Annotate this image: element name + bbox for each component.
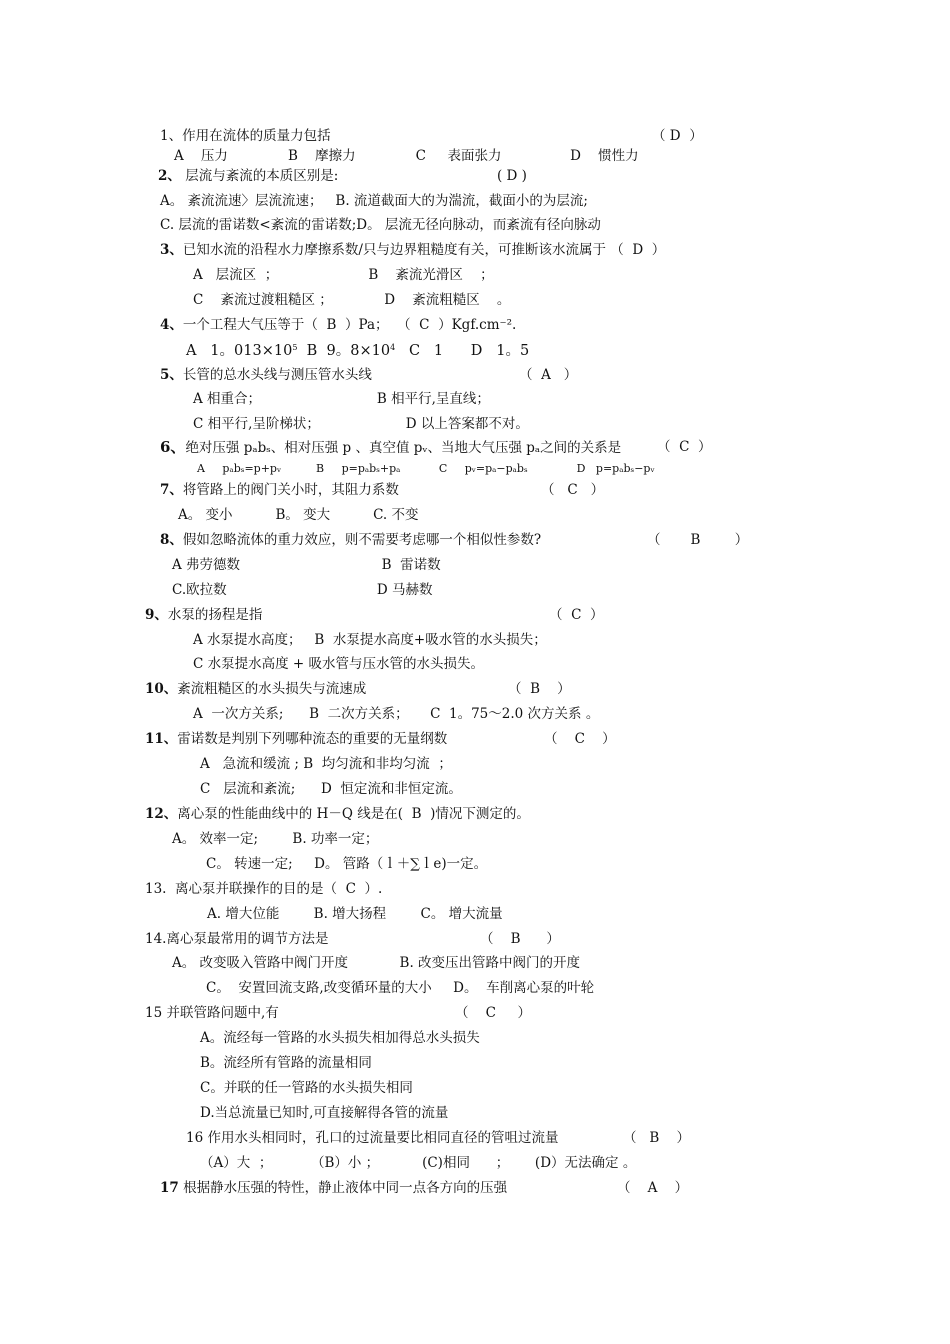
- q13-options: A. 增大位能 B. 增大扬程 C。 增大流量: [207, 906, 503, 922]
- q2-option-1: A。 紊流流速〉层流流速； B. 流道截面大的为湍流，截面小的为层流;: [160, 193, 588, 209]
- q5-option-1: A 相重合； B 相平行,呈直线；: [193, 391, 490, 407]
- q3-option-2: C 紊流过渡粗糙区 ； D 紊流粗糙区 。: [193, 292, 511, 308]
- q12-text: 离心泵的性能曲线中的 H－Q 线是在( B )情况下测定的。: [177, 806, 530, 822]
- q9-option-2: C 水泵提水高度 + 吸水管与压水管的水头损失。: [193, 656, 485, 672]
- q8-answer: （ B ）: [647, 532, 749, 548]
- q14-option-2: C。 安置回流支路,改变循环量的大小 D。 车削离心泵的叶轮: [206, 980, 595, 996]
- q4-exponent-1: 5: [292, 343, 298, 352]
- q10-stem: [145, 680, 366, 698]
- q4-number: 4、: [160, 317, 183, 333]
- q4-option-b: B 9。8×10: [297, 343, 391, 359]
- q4-stem: [160, 316, 516, 334]
- q7-text: 将管路上的阀门关小时，其阻力系数: [182, 482, 399, 498]
- q8-stem: [160, 531, 541, 549]
- q1-answer: （ D ）: [652, 128, 703, 144]
- q6-answer: （ C ）: [657, 439, 712, 455]
- q6-stem: [160, 438, 621, 457]
- q15-stem: 15 并联管路问题中,有: [145, 1005, 279, 1021]
- q15-answer: （ C ）: [455, 1005, 531, 1021]
- q7-number: 7、: [160, 482, 183, 498]
- q2-answer: ( D ): [497, 168, 527, 184]
- q2-stem: [158, 167, 338, 185]
- q12-option-2: C。 转速一定; D。 管路（ｌ＋∑ｌe)一定。: [206, 856, 488, 872]
- q6-number: 6、: [160, 438, 186, 456]
- q14-option-1: A。 改变吸入管路中阀门开度 B. 改变压出管路中阀门的开度: [172, 955, 581, 971]
- q2-number: 2、: [158, 168, 181, 184]
- q7-options: A。 变小 B。 变大 C. 不变: [178, 507, 419, 523]
- q8-option-1: A 弗劳德数 B 雷诺数: [172, 557, 441, 573]
- q8-option-2: C.欧拉数 D 马赫数: [172, 582, 433, 598]
- q4-options: [186, 342, 529, 360]
- q13-stem: 13. 离心泵并联操作的目的是（ C ）.: [145, 881, 383, 897]
- q17-stem: [160, 1179, 507, 1197]
- q10-option-1: A 一次方关系; B 二次方关系； C 1。75～2.0 次方关系 。: [193, 706, 600, 722]
- q4-option-a: A 1。013×10: [186, 343, 293, 359]
- q12-stem: [145, 805, 530, 823]
- q7-answer: （ C ）: [541, 482, 605, 498]
- q5-option-2: C 相平行,呈阶梯状； D 以上答案都不对。: [193, 416, 529, 432]
- q9-answer: （ C ）: [549, 607, 604, 623]
- q2-text: 层流与紊流的本质区别是:: [180, 168, 339, 184]
- q2-option-2: C. 层流的雷诺数<紊流的雷诺数;D。 层流无径向脉动，而紊流有径向脉动: [160, 217, 601, 233]
- q11-option-2: C 层流和紊流; D 恒定流和非恒定流。: [200, 781, 462, 797]
- q9-option-1: A 水泵提水高度； B 水泵提水高度+吸水管的水头损失；: [193, 632, 547, 648]
- q9-number: 9、: [145, 607, 168, 623]
- q9-stem: [145, 606, 262, 624]
- q10-answer: （ B ）: [508, 681, 571, 697]
- q11-answer: （ C ）: [544, 731, 616, 747]
- q11-option-1: A 急流和缓流 ; B 均匀流和非均匀流 ；: [200, 756, 452, 772]
- q15-option-c: C。并联的任一管路的水头损失相同: [200, 1080, 413, 1096]
- q5-number: 5、: [160, 367, 183, 383]
- q12-option-1: A。 效率一定; B. 功率一定；: [172, 831, 379, 847]
- q14-answer: （ B ）: [480, 931, 560, 947]
- q12-number: 12、: [145, 806, 178, 822]
- q17-text: 根据静水压强的特性，静止液体中同一点各方向的压强: [178, 1180, 508, 1196]
- q16-options: （A）大 ； （B）小 ； (C)相同 ； (D）无法确定 。: [200, 1155, 637, 1171]
- q16-answer: （ B ）: [623, 1130, 690, 1146]
- q15-option-b: B。流经所有管路的流量相同: [200, 1055, 372, 1071]
- q7-stem: [160, 481, 399, 499]
- q8-number: 8、: [160, 532, 183, 548]
- q17-answer: （ A ）: [617, 1180, 689, 1196]
- q6-options: A pₐbₛ=p+pᵥ B p=pₐbₛ+pₐ C pᵥ=pₐ−pₐbₛ D p=pₐbₛ−pᵥ: [197, 462, 655, 475]
- q3-number: 3、: [160, 242, 183, 258]
- q8-text: 假如忽略流体的重力效应，则不需要考虑哪一个相似性参数?: [182, 532, 542, 548]
- q1-stem: 1、作用在流体的质量力包括: [160, 128, 331, 144]
- q5-stem: [160, 366, 372, 384]
- q3-text: 已知水流的沿程水力摩擦系数/只与边界粗糙度有关，可推断该水流属于 （ D ）: [182, 242, 666, 258]
- q6-text: 绝对压强 pₐbₛ、相对压强 p 、真空值 pᵥ、当地大气压强 pₐ之间的关系是: [185, 440, 622, 456]
- q15-option-d: D.当总流量已知时,可直接解得各管的流量: [200, 1105, 449, 1121]
- q14-stem: 14.离心泵最常用的调节方法是: [145, 931, 329, 947]
- q4-option-cd: C 1 D 1。5: [395, 343, 530, 359]
- q11-text: 雷诺数是判别下列哪种流态的重要的无量纲数: [177, 731, 448, 747]
- q9-text: 水泵的扬程是指: [167, 607, 263, 623]
- q3-option-1: A 层流区 ； B 紊流光滑区 ；: [193, 267, 494, 283]
- q1-options: A 压力 B 摩擦力 C 表面张力 D 惯性力: [174, 148, 639, 164]
- q10-number: 10、: [145, 681, 178, 697]
- q3-stem: [160, 241, 665, 259]
- q5-answer: （ A ）: [519, 367, 578, 383]
- q4-exponent-2: 4: [390, 343, 396, 352]
- q15-option-a: A。流经每一管路的水头损失相加得总水头损失: [200, 1030, 480, 1046]
- q11-number: 11、: [145, 731, 178, 747]
- q11-stem: [145, 730, 447, 748]
- q5-text: 长管的总水头线与测压管水头线: [182, 367, 372, 383]
- q4-text: 一个工程大气压等于（ B ）Pa； （ C ）Kgf.cm⁻².: [182, 317, 517, 333]
- q17-number: 17: [160, 1180, 179, 1196]
- q10-text: 紊流粗糙区的水头损失与流速成: [177, 681, 367, 697]
- q16-stem: 16 作用水头相同时，孔口的过流量要比相同直径的管咀过流量: [186, 1130, 559, 1146]
